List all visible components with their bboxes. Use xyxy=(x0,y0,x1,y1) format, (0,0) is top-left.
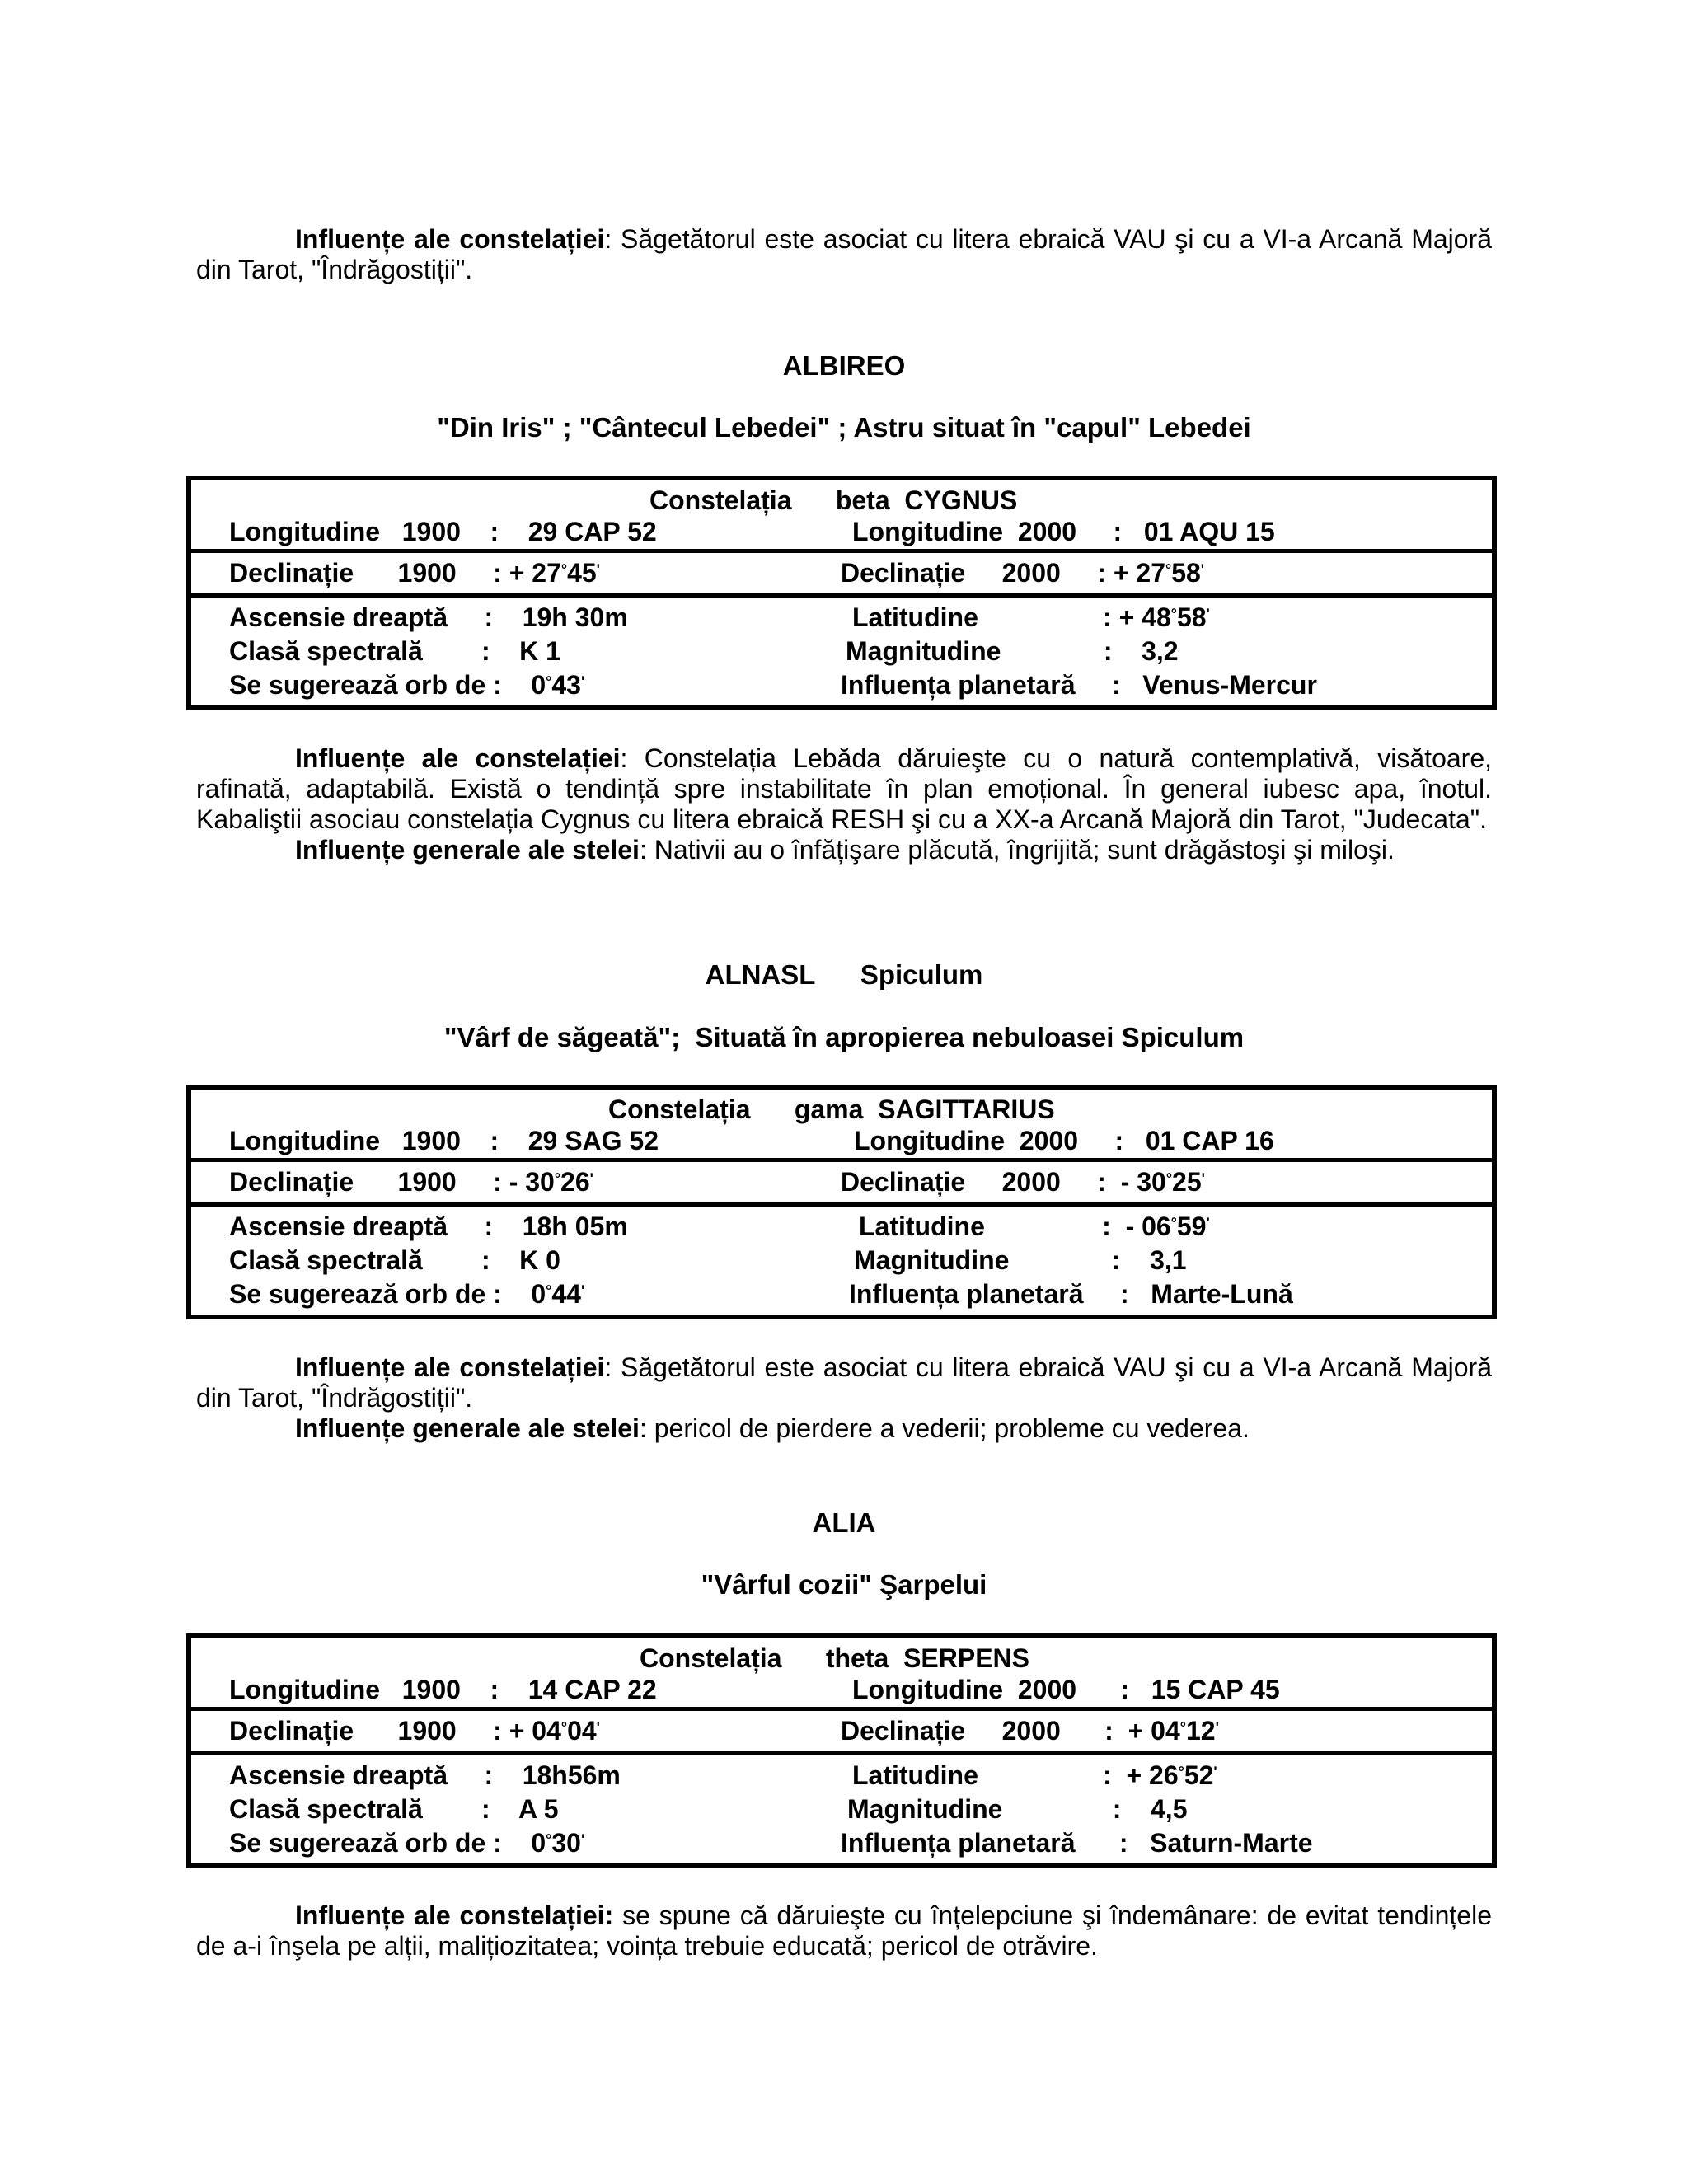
star-subtitle: "Vârful cozii" Şarpelui xyxy=(701,1569,987,1600)
longitude-row xyxy=(191,1090,1492,1162)
declination-2000: Declinație 2000 : - $30^\circ 25^ʹ$ xyxy=(841,1167,1205,1197)
orb: Se sugerează orb de : $0^\circ 43^ʹ$ xyxy=(229,670,585,700)
spectral-class: Clasă spectrală : A 5 xyxy=(229,1794,559,1824)
section-paragraphs xyxy=(196,743,1492,865)
declination-1900: Declinație 1900 : + $27^\circ 45^ʹ$ xyxy=(229,558,600,588)
longitude-2000: Longitudine 2000 : 01 AQU 15 xyxy=(852,517,1275,546)
longitude-2000: Longitudine 2000 : 01 CAP 16 xyxy=(854,1126,1274,1155)
paragraph-text: : Constelația Lebăda dăruieşte cu o natură contemplativă, visătoare, rafinată, adaptabilă. Există o tendință spre instabilitate în plan emoțional. În general iubesc apa, înotul. Kabaliştii asociau constelația Cygnus cu litera ebraică RESH şi cu a XX-a Arcană Majoră din Tarot, "Judecata". xyxy=(196,743,1493,834)
star-subtitle: "Din Iris" ; "Cântecul Lebedei" ; Astru situat în "capul" Lebedei xyxy=(437,412,1251,443)
longitude-1900: Longitudine 1900 : 29 CAP 52 xyxy=(229,517,657,546)
star-name: ALNASL Spiculum xyxy=(705,959,983,990)
paragraph-text: : pericol de pierdere a vederii; probleme cu vederea. xyxy=(639,1413,1250,1443)
declination-1900: Declinație 1900 : + $04^\circ 04^ʹ$ xyxy=(229,1716,600,1746)
right-ascension: Ascensie dreaptă : 18h56m xyxy=(229,1760,621,1790)
planetary-influence: Influența planetară : Saturn-Marte xyxy=(841,1828,1313,1858)
spectral-class: Clasă spectrală : K 1 xyxy=(229,636,560,666)
longitude-2000: Longitudine 2000 : 15 CAP 45 xyxy=(852,1675,1280,1704)
declination-row xyxy=(191,1711,1492,1755)
section-paragraphs xyxy=(196,1900,1492,1961)
section-paragraphs xyxy=(196,1352,1492,1444)
declination-2000: Declinație 2000 : + $27^\circ 58^ʹ$ xyxy=(841,558,1205,588)
constellation-label: Constelația gama SAGITTARIUS xyxy=(608,1094,1055,1124)
star-data-box xyxy=(186,476,1497,710)
paragraph-label: Influențe ale constelației xyxy=(295,224,605,254)
planetary-influence: Influența planetară : Marte-Lună xyxy=(849,1279,1293,1309)
right-ascension: Ascensie dreaptă : 19h 30m xyxy=(229,602,628,632)
star-data-box xyxy=(186,1085,1497,1319)
orb: Se sugerează orb de : $0^\circ 30^ʹ$ xyxy=(229,1828,585,1858)
star-subtitle: "Vârf de săgeată"; Situată în apropierea nebuloasei Spiculum xyxy=(443,1022,1245,1052)
magnitude: Magnitudine : 3,1 xyxy=(854,1245,1187,1275)
paragraph-label: Influențe ale constelației xyxy=(295,1352,605,1382)
constellation-label: Constelația theta SERPENS xyxy=(640,1643,1029,1673)
paragraph-label: Influențe generale ale stelei xyxy=(295,835,640,865)
paragraph-label: Influențe ale constelației: xyxy=(295,1900,614,1930)
paragraph-text: se spune că dăruieşte cu înțelepciune şi îndemânare: de evitat tendințele de a-i înşela pe alții, malițiozitatea; voința trebuie educată; pericol de otrăvire. xyxy=(196,1900,1493,1961)
latitude: Latitudine : + $26^\circ 52^ʹ$ xyxy=(852,1760,1217,1790)
longitude-1900: Longitudine 1900 : 29 SAG 52 xyxy=(229,1126,659,1155)
longitude-1900: Longitudine 1900 : 14 CAP 22 xyxy=(229,1675,657,1704)
declination-row xyxy=(191,553,1492,598)
magnitude: Magnitudine : 3,2 xyxy=(846,636,1179,666)
declination-1900: Declinație 1900 : - $30^\circ 26^ʹ$ xyxy=(229,1167,593,1197)
declination-2000: Declinație 2000 : + $04^\circ 12^ʹ$ xyxy=(841,1716,1219,1746)
paragraph-text: : Săgetătorul este asociat cu litera ebraică VAU şi cu a VI-a Arcană Majoră din Tarot, "Îndrăgostiții". xyxy=(196,224,1493,284)
right-ascension: Ascensie dreaptă : 18h 05m xyxy=(229,1212,628,1241)
star-name: ALBIREO xyxy=(782,350,906,381)
latitude: Latitudine : + $48^\circ 58^ʹ$ xyxy=(852,602,1210,632)
declination-row xyxy=(191,1162,1492,1207)
constellation-label: Constelația beta CYGNUS xyxy=(649,485,1018,515)
latitude: Latitudine : - $06^\circ 59^ʹ$ xyxy=(859,1212,1210,1241)
paragraph-text: : Săgetătorul este asociat cu litera ebraică VAU şi cu a VI-a Arcană Majoră din Tarot, "Îndrăgostiții". xyxy=(196,1352,1493,1413)
orb: Se sugerează orb de : $0^\circ 44^ʹ$ xyxy=(229,1279,585,1309)
star-data-box xyxy=(186,1633,1497,1868)
paragraph-label: Influențe ale constelației xyxy=(295,743,621,773)
planetary-influence: Influența planetară : Venus-Mercur xyxy=(841,670,1317,700)
longitude-row xyxy=(191,1638,1492,1711)
spectral-class: Clasă spectrală : K 0 xyxy=(229,1245,560,1275)
paragraph-text: : Nativii au o înfățişare plăcută, îngrijită; sunt drăgăstoşi şi miloşi. xyxy=(639,835,1395,865)
longitude-row xyxy=(191,480,1492,553)
paragraph-label: Influențe generale ale stelei xyxy=(295,1413,640,1443)
intro-paragraph xyxy=(196,224,1492,285)
magnitude: Magnitudine : 4,5 xyxy=(847,1794,1188,1824)
star-name: ALIA xyxy=(812,1507,876,1538)
